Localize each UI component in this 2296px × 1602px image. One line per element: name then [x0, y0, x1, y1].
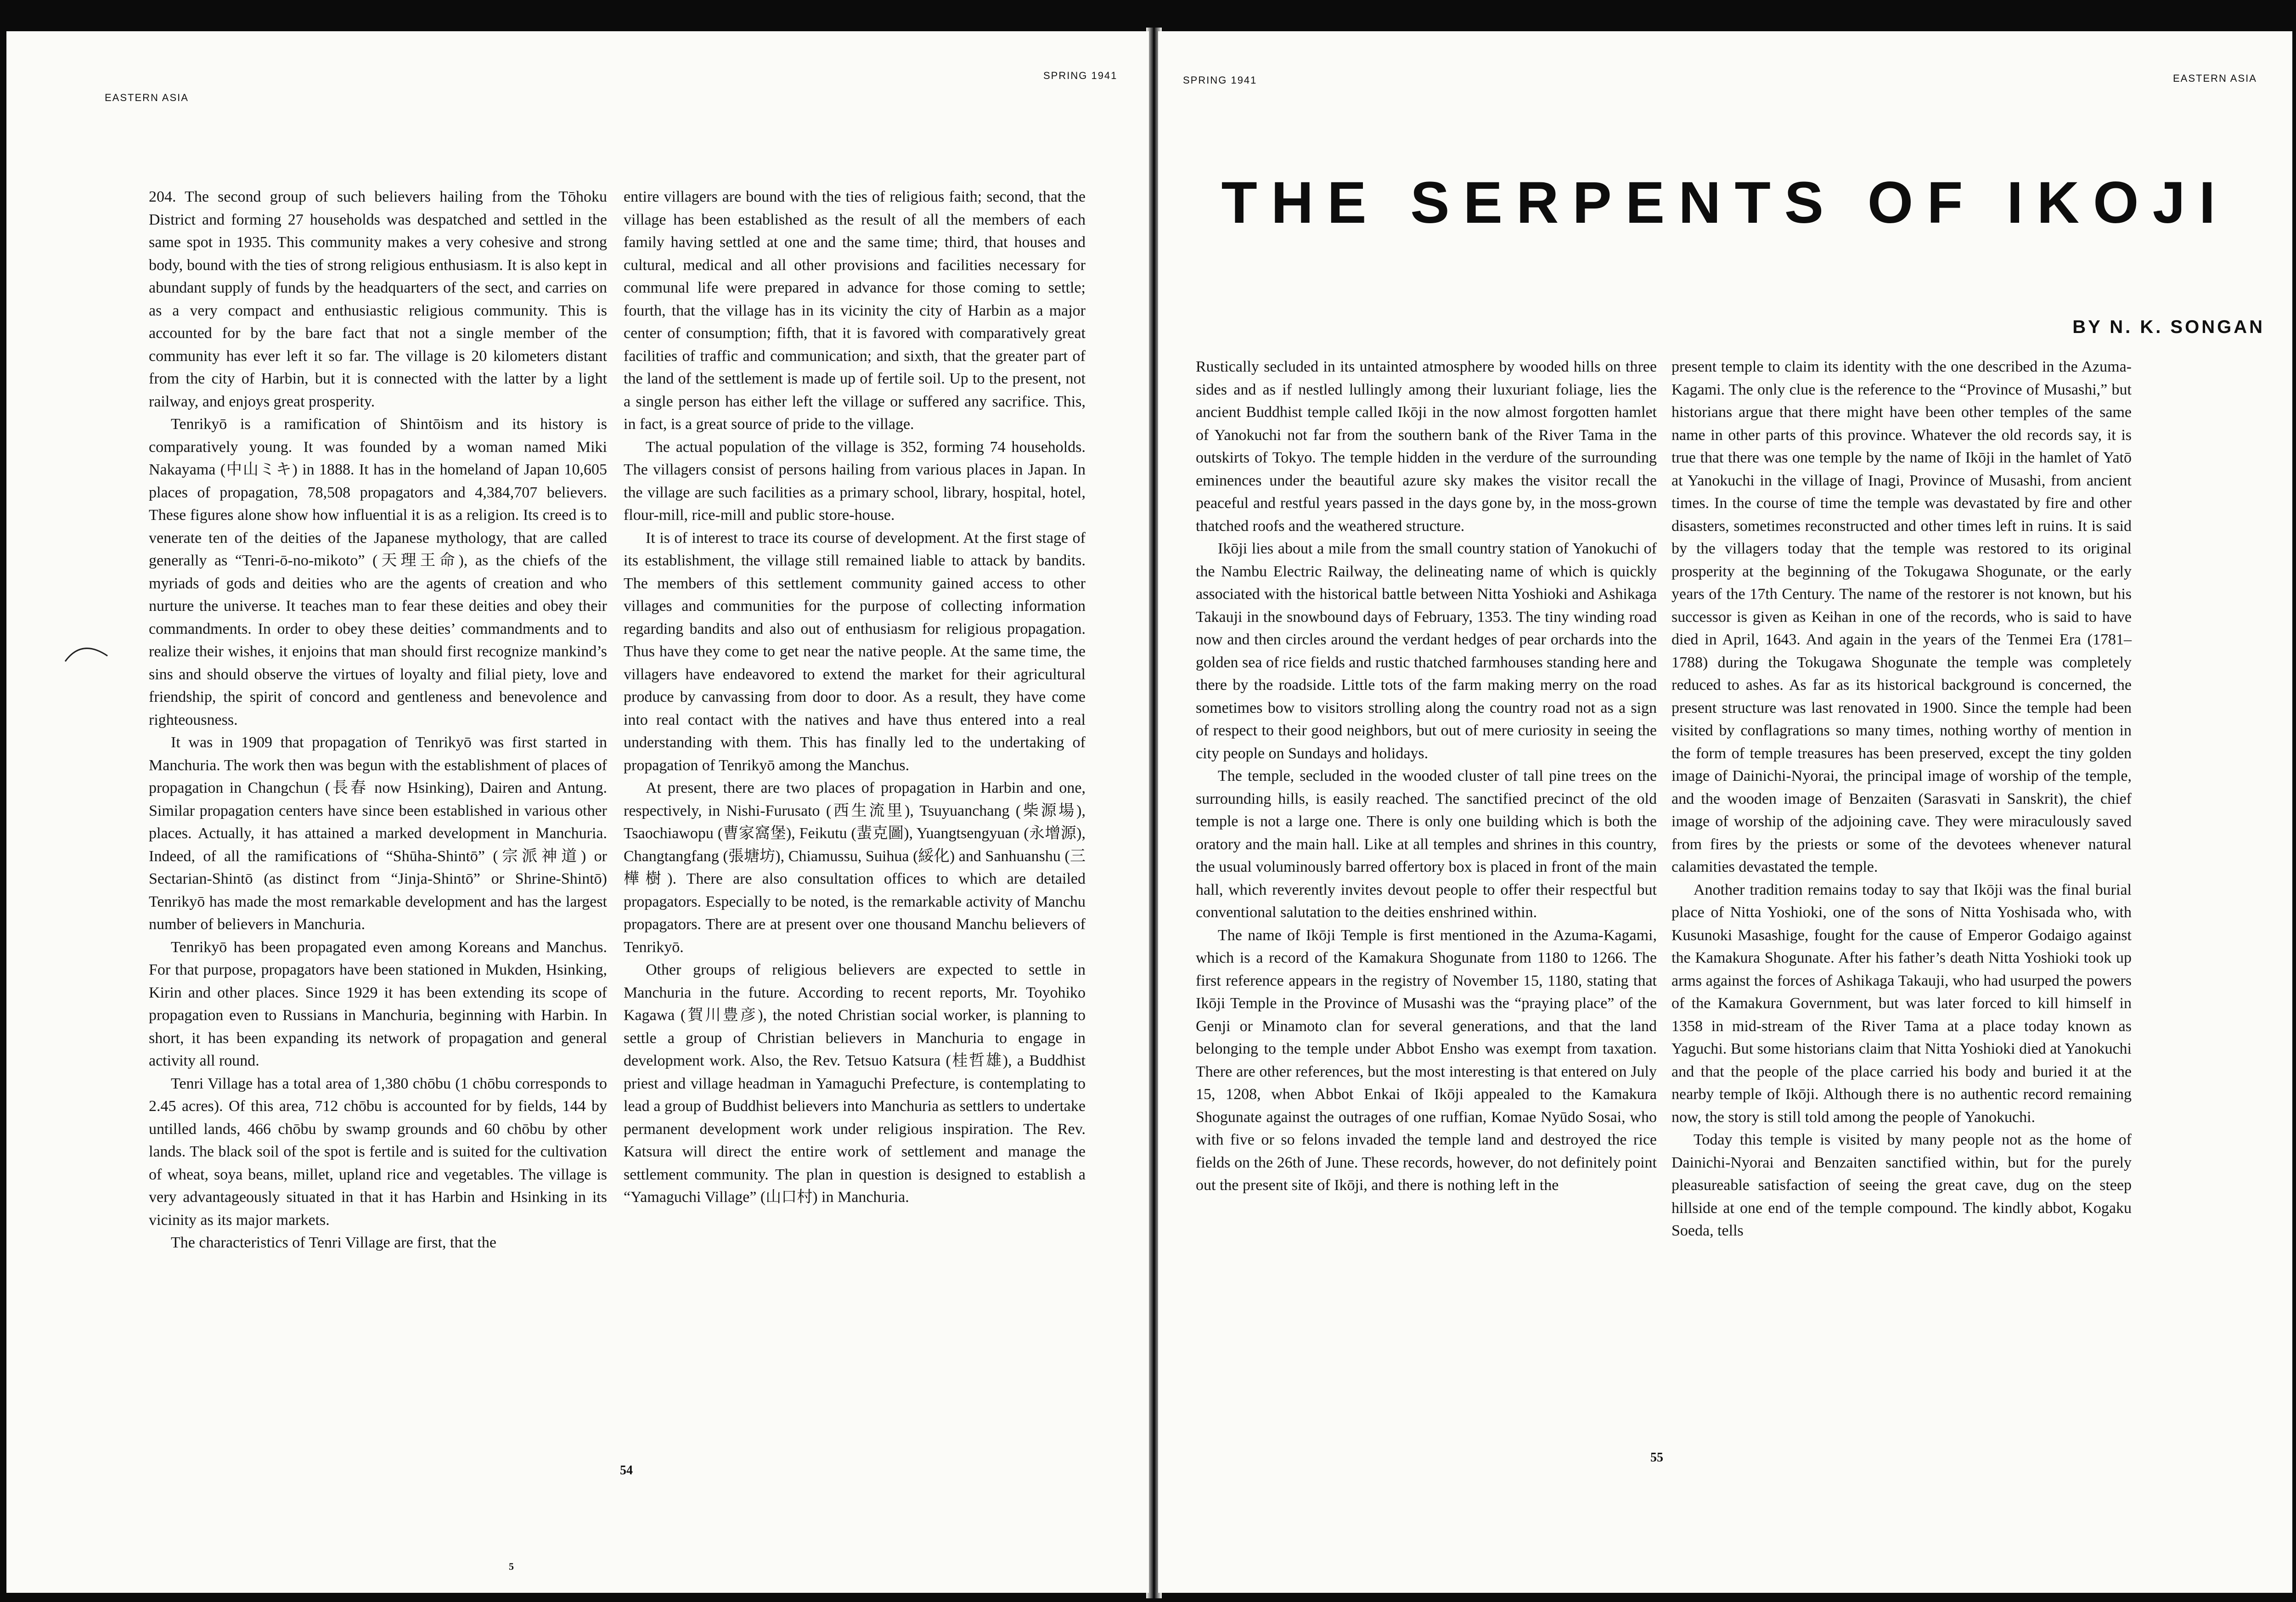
- running-head-date: SPRING 1941: [1043, 70, 1118, 81]
- paragraph: Today this temple is visited by many people not as the home of Dainichi-Nyorai and Benzaiten sanctified within, but for the purely pleasureable satisfaction of seeing the great cave, dug on the steep hillside at one end of the temple compound. The kindly abbot, Kogaku Soeda, tells: [1671, 1131, 2132, 1239]
- left-column-2: [624, 186, 1086, 1209]
- running-head: EASTERN ASIA: [2173, 73, 2257, 84]
- running-head-date: SPRING 1941: [1183, 74, 1257, 86]
- paragraph: Rustically secluded in its untainted atmosphere by wooded hills on three sides and as if nestled lullingly among their luxuriant foliage, lies the ancient Buddhist temple called Ikōji in the now almost forgotten hamlet of Yanokuchi not far from the southern bank of the River Tama in the outskirts of Tokyo. The temple hidden in the verdure of the surrounding eminences under the beautiful azure sky makes the visitor recall the peaceful and restful years passed in the days gone by, in the moss-grown thatched roofs and the weathered structure.: [1196, 358, 1657, 535]
- running-head: EASTERN ASIA: [105, 92, 189, 103]
- left-column-1: [149, 186, 607, 1254]
- paragraph: The temple, secluded in the wooded cluster of tall pine trees on the surrounding hills, is easily reached. The sanctified precinct of the old temple is not a large one. There is only one building which is both the oratory and the main hall. Like at all temples and shrines in this country, the usual voluminously barred offertory box is placed in front of the main hall, which reverently invites devout people to offer their respectful but conventional salutation to the deities enshrined within.: [1196, 767, 1657, 921]
- paragraph: Another tradition remains today to say that Ikōji was the final burial place of Nitta Yoshioki, one of the sons of Nitta Yoshisada who, with Kusunoki Masashige, fought for the cause of Emperor Godaigo against the Kamakura Shogunate. After his father’s death Nitta Yoshioki took up arms against the forces of Ashikaga Takauji, who had usurped the powers of the Kamakura Government, but was later forced to kill himself in 1358 in mid-stream of the River Tama at a place today known as Yaguchi. But some historians claim that Nitta Yoshioki died at Yanokuchi and that the people of the place carried his body and buried it at the nearby temple of Ikōji. Although there is no authentic record remaining now, the story is still told among the people of Yanokuchi.: [1671, 881, 2132, 1126]
- paragraph: The name of Ikōji Temple is first mentioned in the Azuma-Kagami, which is a record of the Kamakura Shogunate from 1180 to 1266. The first reference appears in the registry of November 15, 1180, stating that Ikōji Temple in the Province of Musashi was the “praying place” of the Genji or Minamoto clan for several generations, and that the land belonging to the temple under Abbot Ensho was exempt from taxation. There are other references, but the most interesting is that entered on July 15, 1208, when Abbot Enkai of Ikōji appealed to the Kamakura Shogunate against the outrages of one ruffian, Komae Nyūdo Sosai, who with five or so felons invaded the temple land and destroyed the rice fields on the 26th of June. These records, however, do not definitely point out the present site of Ikōji, and there is nothing left in the: [1196, 926, 1657, 1194]
- right-column-1: [1196, 355, 1657, 1197]
- bottom-mark: 5: [509, 1561, 514, 1572]
- margin-pencil-mark: [63, 637, 109, 665]
- article-title: THE SERPENTS OF IKOJI: [1221, 170, 2229, 236]
- paragraph: Tenrikyō has been propagated even among Koreans and Manchus. For that purpose, propagators have been stationed in Mukden, Hsinking, Kirin and other places. Since 1929 it has been extending its scope of propagation even to Russians in Manchuria, beginning with Harbin. In short, it has been expanding its network of propagation and general activity all round.: [149, 938, 607, 1069]
- paragraph: entire villagers are bound with the ties of religious faith; second, that the village has been established as the result of all the members of each family having settled at one and the same time; third, that houses and cultural, medical and all other provisions and facilities necessary for communal life were prepared in advance for those coming to settle; fourth, that the village has in its vicinity the city of Harbin as a major center of consumption; fifth, that it is favored with comparatively great facilities of traffic and communication; and sixth, that the greater part of the land of the settlement is made up of fertile soil. Up to the present, not a single person has either left the village or suffered any sacrifice. This, in fact, is a great source of pride to the village.: [624, 188, 1086, 433]
- left-page: [6, 31, 1149, 1593]
- paragraph: 204. The second group of such believers hailing from the Tōhoku District and forming 27 households was despatched and settled in the same spot in 1935. This community makes a very cohesive and strong body, bound with the ties of strong religious enthusiasm. It is also kept in abundant supply of funds by the headquarters of the sect, and carries on as a very compact and enthusiastic religious community. This is accounted for by the bare fact that not a single member of the community has ever left it so far. The village is 20 kilometers distant from the city of Harbin, but it is connected with the latter by a light railway, and enjoys great prosperity.: [149, 188, 607, 410]
- paragraph: Ikōji lies about a mile from the small country station of Yanokuchi of the Nambu Electric Railway, the delineating name of which is quickly associated with the historical battle between Nitta Yoshioki and Ashikaga Takauji in the snowbound days of February, 1353. The tiny winding road now and then circles around the verdant hedges of pear orchards into the golden sea of rice fields and rustic thatched farmhouses standing here and there by the roadside. Little tots of the farm making merry on the road sometimes bow to visitors strolling along the country road not as a sign of respect to their good neighbors, but out of mere curiosity in seeing the city people on Sundays and holidays.: [1196, 540, 1657, 762]
- page-number: 55: [1650, 1450, 1663, 1465]
- right-column-2: [1671, 355, 2132, 1242]
- paragraph: At present, there are two places of propagation in Harbin and one, respectively, in Nishi-Furusato (西生流里), Tsuyuanchang (柴源場), Tsaochiawopu (曹家窩堡), Feikutu (蜚克圖), Yuangtsengyuan (永增源), Changtangfang (張塘坊), Chiamussu, Suihua (綏化) and Sanhuanshu (三樺樹). There are also consultation offices to which are detailed propagators. Especially to be noted, is the remarkable activity of Manchu propagators. There are at present over one thousand Manchu believers of Tenrikyō.: [624, 779, 1086, 956]
- right-page: [1158, 31, 2292, 1593]
- paragraph: Other groups of religious believers are expected to settle in Manchuria in the future. According to recent reports, Mr. Toyohiko Kagawa (賀川豊彦), the noted Christian social worker, is planning to settle a group of Christian believers in Manchuria to engage in development work. Also, the Rev. Tetsuo Katsura (桂哲雄), a Buddhist priest and village headman in Yamaguchi Prefecture, is contemplating to lead a group of Buddhist believers into Manchuria as settlers to undertake permanent development work under religious inspiration. The Rev. Katsura will direct the entire work of settlement and manage the settlement community. The plan in question is designed to establish a “Yamaguchi Village” (山口村) in Manchuria.: [624, 961, 1086, 1206]
- page-number: 54: [620, 1463, 633, 1478]
- paragraph: Tenrikyō is a ramification of Shintōism and its history is comparatively young. It was founded by a woman named Miki Nakayama (中山ミキ) in 1888. It has in the homeland of Japan 10,605 places of propagation, 78,508 propagators and 4,384,707 believers. These figures alone show how influential it is as a religion. Its creed is to venerate ten of the deities of the Japanese mythology, that are called generally as “Tenri-ō-no-mikoto” (天理王命), as the chiefs of the myriads of gods and deities who are the agents of creation and who nurture the universe. It teaches man to fear these deities and obey their commandments. In order to obey these deities’ commandments and to realize their wishes, it enjoins that man should first recognize mankind’s sins and should observe the virtues of loyalty and filial piety, love and friendship, the spirit of concord and gentleness and benevolence and righteousness.: [149, 416, 607, 728]
- paragraph: The characteristics of Tenri Village are first, that the: [171, 1234, 496, 1251]
- paragraph: It is of interest to trace its course of development. At the first stage of its establishment, the village still remained liable to attack by bandits. The members of this settlement community gained access to other villages and communities for the purpose of collecting information regarding bandits and also out of enthusiasm for religious propagation. Thus have they come to get near the native people. At the same time, the villagers have endeavored to extend the market for their agricultural produce by canvassing from door to door. As a result, they have come into real contact with the natives and have thus entered into a real understanding with them. This has finally led to the undertaking of propagation of Tenrikyō among the Manchus.: [624, 529, 1086, 774]
- paragraph: present temple to claim its identity with the one described in the Azuma-Kagami. The only clue is the reference to the “Province of Musashi,” but historians argue that there might have been other temples of the same name in other parts of this province. Whatever the old records say, it is true that there was one temple by the name of Ikōji in the hamlet of Yatō at Yanokuchi in the village of Inagi, Province of Musashi, from ancient times. In the course of time the temple was devastated by fire and other disasters, sometimes reconstructed and other times left in ruins. It is said by the villagers today that the temple was restored to its original prosperity at the beginning of the Tokugawa Shogunate, or the early years of the 17th Century. The name of the restorer is not known, but his successor is given as Keihan in one of the records, who is said to have died in April, 1643. And again in the years of the Tenmei Era (1781–1788) during the Tokugawa Shogunate the temple was completely reduced to ashes. As far as its historical background is concerned, the present structure was last renovated in 1900. Since the temple had been visited by conflagrations so many times, nothing worthy of mention in the form of temple treasures has been preserved, except the tiny golden image of Dainichi-Nyorai, the principal image of worship of the temple, and the wooden image of Benzaiten (Sarasvati in Sanskrit), the chief image of worship of the adjoining cave. They were miraculously saved from fires by the priests or some of the devotees whenever natural calamities devastated the temple.: [1671, 358, 2132, 875]
- paragraph: Tenri Village has a total area of 1,380 chōbu (1 chōbu corresponds to 2.45 acres). Of this area, 712 chōbu is accounted for by fields, 144 by untilled lands, 466 chōbu by swamp grounds and 60 chōbu by other lands. The black soil of the spot is fertile and is suited for the cultivation of wheat, soya beans, millet, upland rice and vegetables. The village is very advantageously situated in that it has Harbin and Hsinking in its vicinity as its major markets.: [149, 1075, 607, 1229]
- article-byline: BY N. K. SONGAN: [2072, 317, 2265, 337]
- paragraph: It was in 1909 that propagation of Tenrikyō was first started in Manchuria. The work then was begun with the establishment of places of propagation in Changchun (長春 now Hsinking), Dairen and Antung. Similar propagation centers have since been established in various other places. Actually, it has attained a marked development in Manchuria. Indeed, of all the ramifications of “Shūha-Shintō” (宗派神道) or Sectarian-Shintō (as distinct from “Jinja-Shintō” or Shrine-Shintō) Tenrikyō has made the most remarkable development and has the largest number of believers in Manchuria.: [149, 734, 607, 933]
- paragraph: The actual population of the village is 352, forming 74 households. The villagers consist of persons hailing from various places in Japan. In the village are such facilities as a primary school, library, hospital, hotel, flour-mill, rice-mill and public store-house.: [624, 438, 1086, 524]
